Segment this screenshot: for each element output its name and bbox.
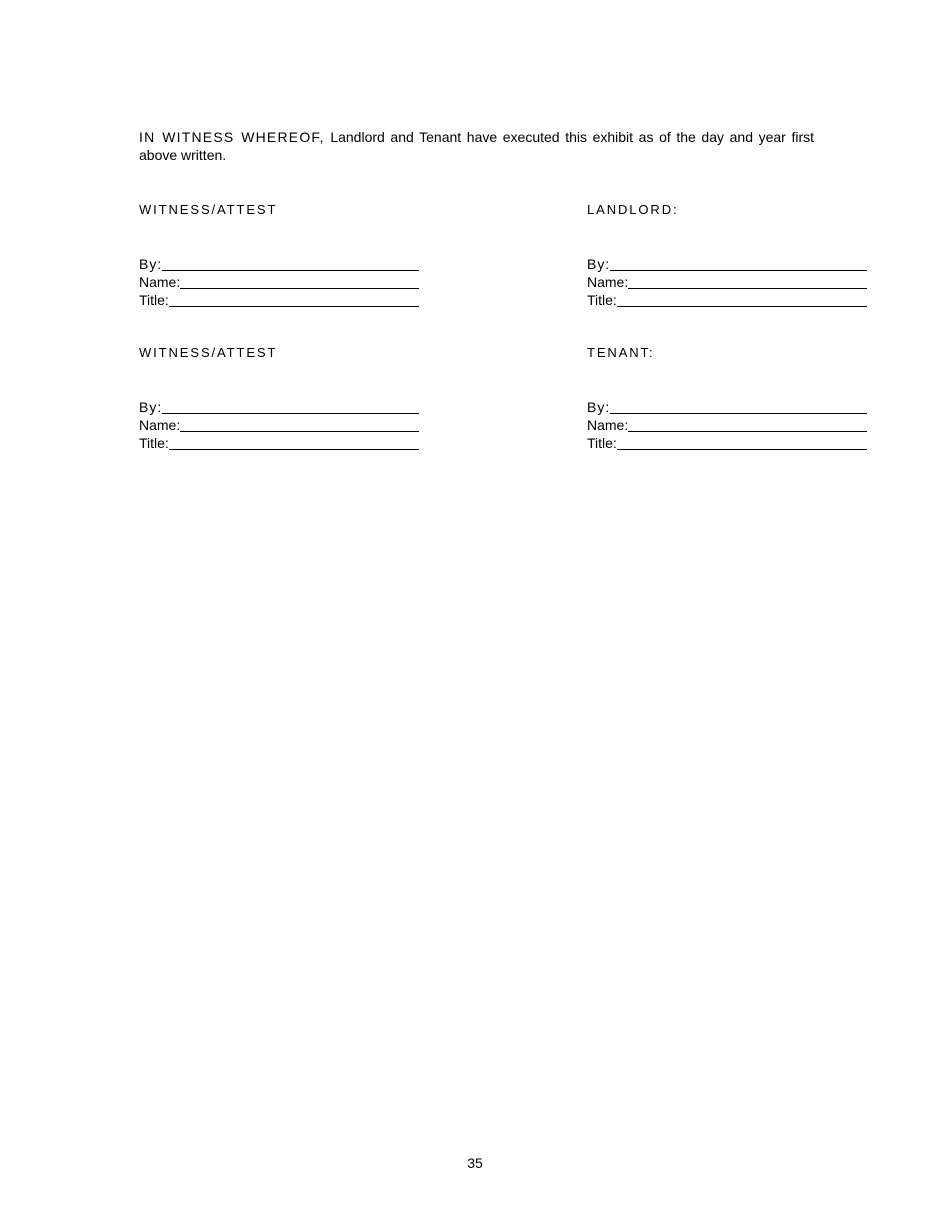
landlord-heading: LANDLORD:	[587, 202, 679, 217]
witness-signature-block-1	[139, 254, 419, 308]
name-label: Name:	[587, 417, 629, 433]
title-signature-line[interactable]	[617, 449, 867, 450]
page-number: 35	[467, 1155, 483, 1171]
by-label: By:	[587, 399, 611, 415]
title-label: Title:	[139, 292, 169, 308]
witness-2-title-line[interactable]	[139, 433, 419, 451]
tenant-title-line[interactable]	[587, 433, 867, 451]
witness-heading-1: WITNESS/ATTEST	[139, 202, 278, 217]
by-label: By:	[587, 256, 611, 272]
landlord-signature-block	[587, 254, 867, 308]
title-label: Title:	[587, 292, 617, 308]
tenant-signature-block	[587, 397, 867, 451]
by-signature-line[interactable]	[610, 413, 867, 414]
witness-signature-block-2	[139, 397, 419, 451]
by-label: By:	[139, 256, 163, 272]
tenant-by-line[interactable]	[587, 397, 867, 415]
landlord-title-line[interactable]	[587, 290, 867, 308]
witness-clause-lead: IN WITNESS WHEREOF,	[139, 129, 325, 145]
by-signature-line[interactable]	[610, 270, 867, 271]
landlord-by-line[interactable]	[587, 254, 867, 272]
tenant-name-line[interactable]	[587, 415, 867, 433]
title-signature-line[interactable]	[169, 306, 419, 307]
title-label: Title:	[139, 435, 169, 451]
tenant-heading: TENANT:	[587, 345, 655, 360]
by-signature-line[interactable]	[162, 413, 419, 414]
title-label: Title:	[587, 435, 617, 451]
witness-2-by-line[interactable]	[139, 397, 419, 415]
by-signature-line[interactable]	[162, 270, 419, 271]
witness-1-by-line[interactable]	[139, 254, 419, 272]
name-signature-line[interactable]	[180, 431, 419, 432]
title-signature-line[interactable]	[617, 306, 867, 307]
title-signature-line[interactable]	[169, 449, 419, 450]
name-label: Name:	[587, 274, 629, 290]
witness-1-name-line[interactable]	[139, 272, 419, 290]
witness-clause-text: Landlord and Tenant have executed this exhibit as of the day and year first above written.	[139, 129, 814, 163]
name-signature-line[interactable]	[628, 288, 867, 289]
name-signature-line[interactable]	[180, 288, 419, 289]
witness-1-title-line[interactable]	[139, 290, 419, 308]
name-label: Name:	[139, 417, 181, 433]
witness-2-name-line[interactable]	[139, 415, 419, 433]
witness-heading-2: WITNESS/ATTEST	[139, 345, 278, 360]
by-label: By:	[139, 399, 163, 415]
witness-clause	[139, 128, 814, 164]
name-signature-line[interactable]	[628, 431, 867, 432]
name-label: Name:	[139, 274, 181, 290]
landlord-name-line[interactable]	[587, 272, 867, 290]
